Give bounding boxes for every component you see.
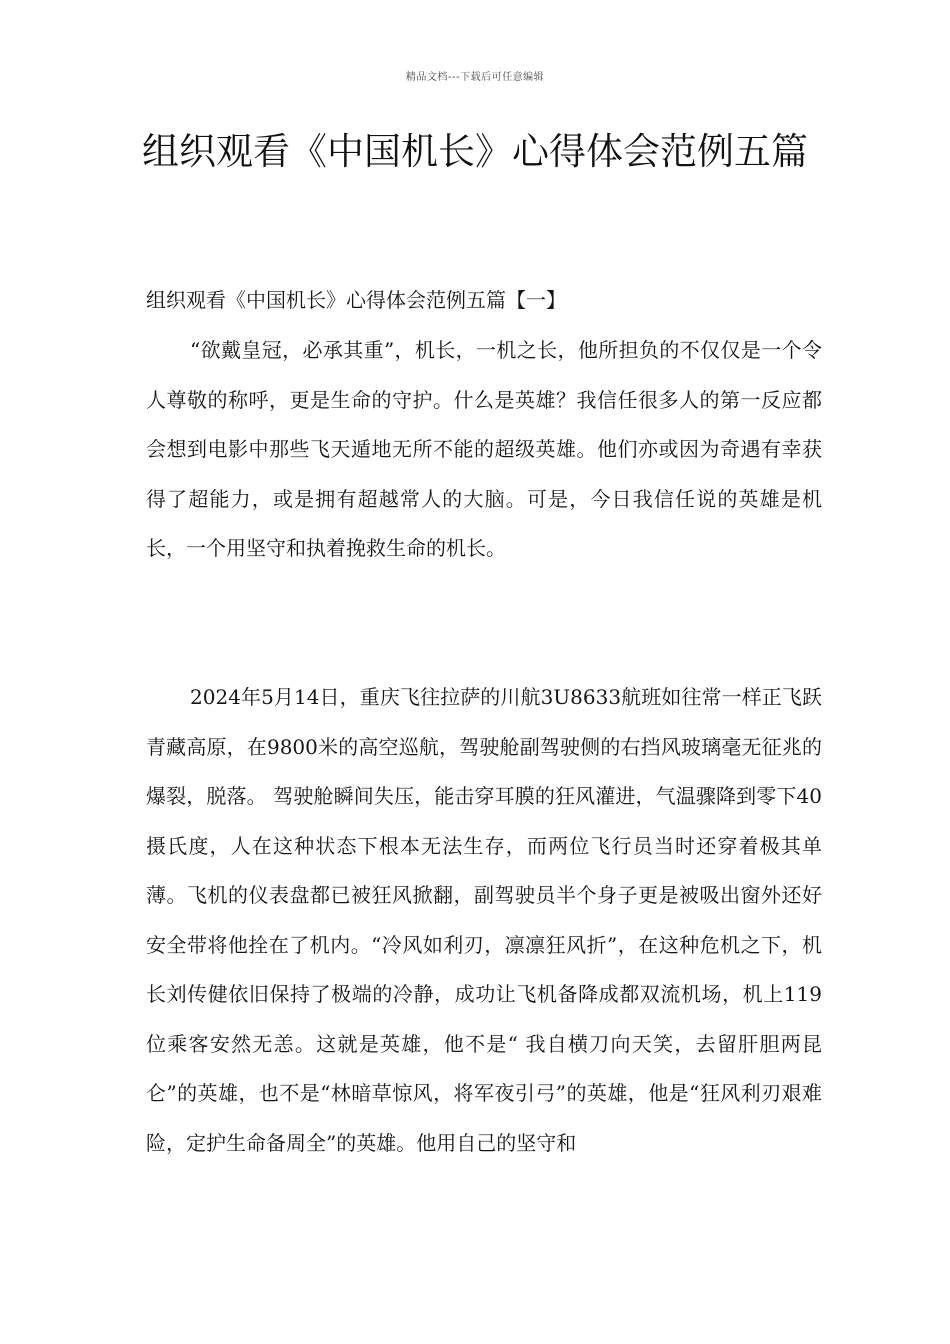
section-heading: 组织观看《中国机长》心得体会范例五篇【一】 <box>146 288 566 312</box>
document-title: 组织观看《中国机长》心得体会范例五篇 <box>142 130 808 173</box>
paragraph-1: “欲戴皇冠，必承其重”，机长，一机之长，他所担负的不仅仅是一个令人尊敬的称呼，更是生命的守护。什么是英雄？我信任很多人的第一反应都会想到电影中那些飞天遁地无所不能的超级英雄。他们亦或因为奇遇有幸获得了超能力，或是拥有超越常人的大脑。可是，今日我信任说的英雄是机长，一个用坚守和执着挽救生命的机长。 <box>146 338 822 560</box>
paragraph-2: 2024年5月14日，重庆飞往拉萨的川航3U8633航班如往常一样正飞跃青藏高原，在9800米的高空巡航，驾驶舱副驾驶侧的右挡风玻璃毫无征兆的爆裂，脱落。 驾驶舱瞬间失压，能击穿耳膜的狂风灌进，气温骤降到零下40摄氏度，人在这种状态下根本无法生存，而两位飞行员当时还穿着极其单薄。飞机的仪表盘都已被狂风掀翻，副驾驶员半个身子更是被吸出窗外还好安全带将他拴在了机内。“冷风如利刃，凛凛狂风折”，在这种危机之下，机长刘传健依旧保持了极端的冷静，成功让飞机备降成都双流机场，机上119位乘客安然无恙。这就是英雄，他不是“ 我自横刀向天笑，去留肝胆两昆仑”的英雄，也不是“林暗草惊风，将军夜引弓”的英雄，他是“狂风利刃艰难险，定护生命备周全”的英雄。他用自己的坚守和 <box>146 685 822 1155</box>
header-note: 精品文档---下载后可任意编辑 <box>405 72 545 83</box>
